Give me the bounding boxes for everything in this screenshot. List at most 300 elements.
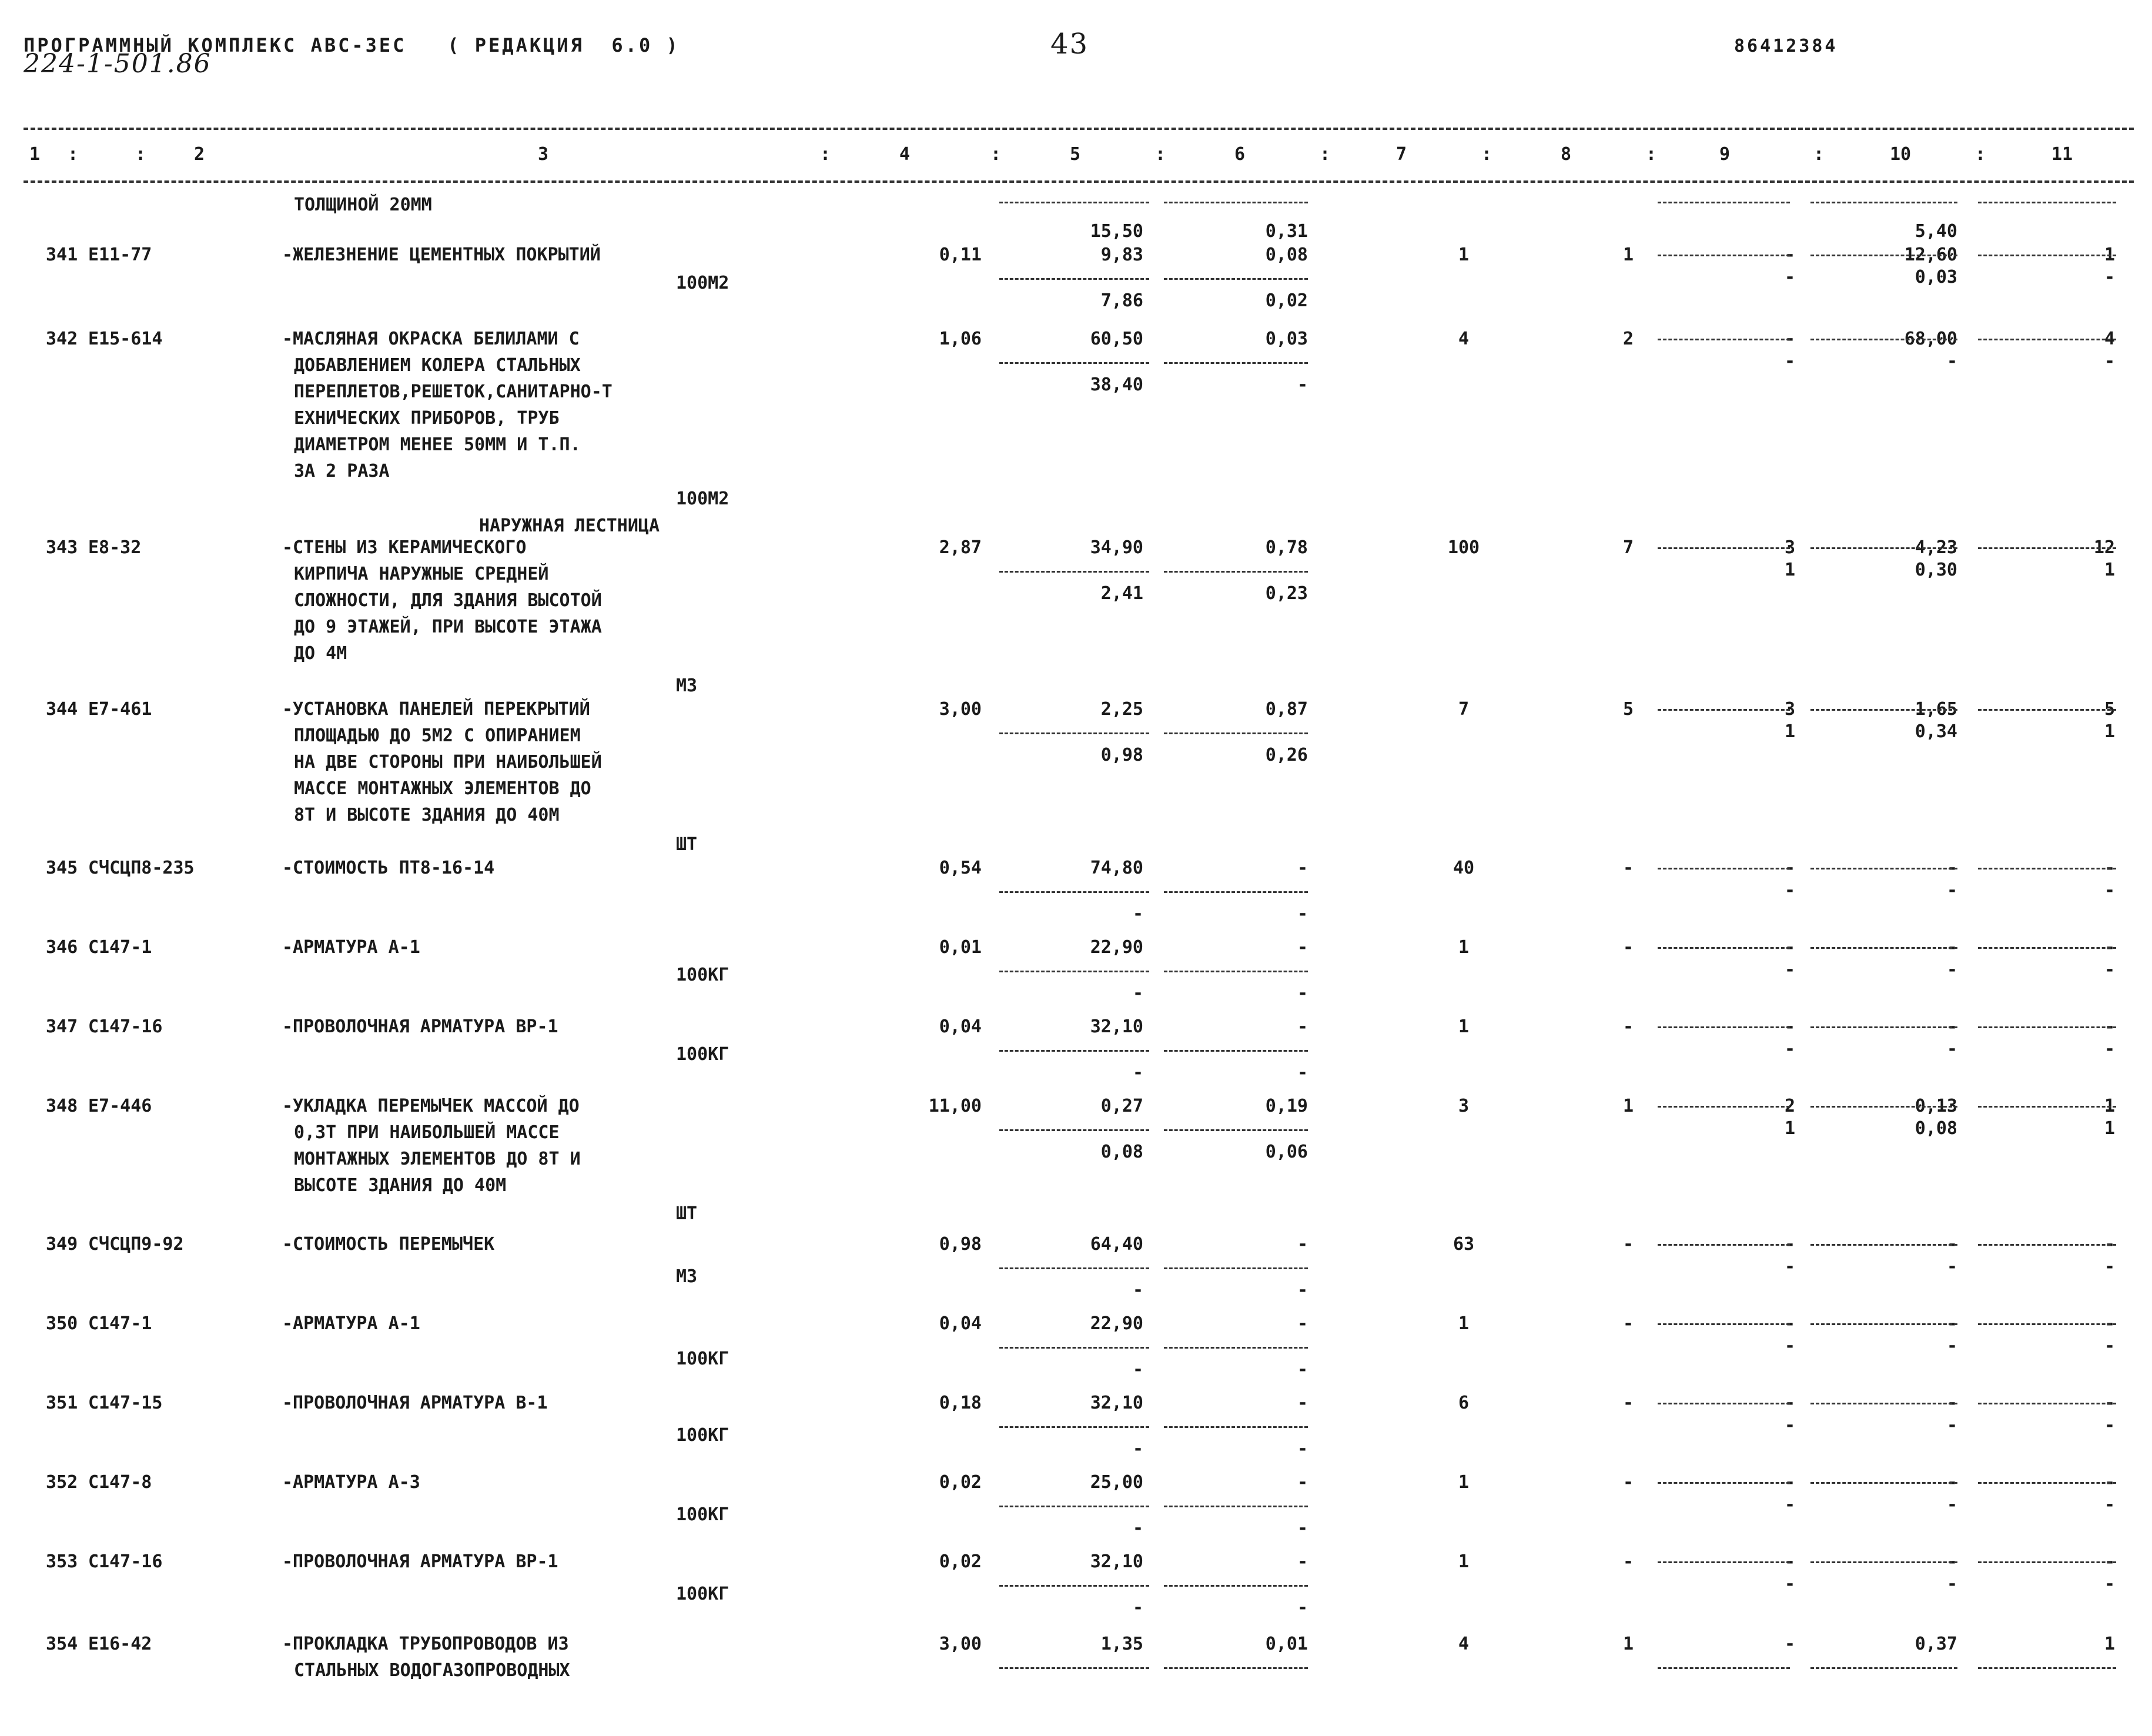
col-9: - (1784, 329, 1796, 349)
work-description: ДИАМЕТРОМ МЕНЕЕ 50ММ И Т.П. (294, 434, 581, 455)
col-4: 0,54 (939, 858, 982, 878)
col-6: 0,03 (1265, 329, 1308, 349)
column-separator: : (1155, 144, 1166, 165)
work-description: -ПРОКЛАДКА ТРУБОПРОВОДОВ ИЗ (282, 1634, 569, 1654)
work-description: -АРМАТУРА А-1 (282, 937, 420, 958)
col-10: - (1946, 1234, 1957, 1255)
col-10-sub: - (1946, 1039, 1957, 1059)
col-5-sub: - (1132, 1359, 1143, 1380)
col-11: - (2104, 1393, 2115, 1413)
fragment-c5: 15,50 (1090, 221, 1143, 242)
col-7: 1 (1458, 1313, 1470, 1334)
col-5: 9,83 (1100, 245, 1143, 265)
col-6: - (1297, 1393, 1308, 1413)
col-11-sub: - (2104, 1574, 2115, 1594)
col-9: - (1784, 1016, 1796, 1037)
col-10-sub: 0,30 (1915, 560, 1957, 580)
col-9-sub: - (1784, 1415, 1796, 1436)
col-5-sub: 2,41 (1100, 583, 1143, 604)
document-code: 224-1-501.86 (24, 49, 212, 79)
column-separator: : (820, 144, 831, 165)
cell-rule (1978, 339, 2116, 340)
col-8: - (1622, 937, 1634, 958)
col-5-sub: - (1132, 1280, 1143, 1300)
cell-rule (1164, 971, 1308, 972)
col-5: 60,50 (1090, 329, 1143, 349)
unit-label: ШТ (676, 834, 698, 855)
cell-rule (1978, 1106, 2116, 1108)
work-description: СЛОЖНОСТИ, ДЛЯ ЗДАНИЯ ВЫСОТОЙ (294, 590, 602, 611)
cell-rule (1978, 1482, 2116, 1484)
cell-rule (1658, 1244, 1790, 1246)
work-description: ДОБАВЛЕНИЕМ КОЛЕРА СТАЛЬНЫХ (294, 355, 581, 376)
cell-rule (1810, 1323, 1957, 1325)
col-6: 0,08 (1265, 245, 1308, 265)
col-5: 22,90 (1090, 937, 1143, 958)
unit-label: 100М2 (676, 273, 729, 293)
cell-rule (999, 278, 1149, 280)
document-id: 86412384 (1734, 36, 1838, 56)
col-10: - (1946, 1551, 1957, 1572)
cell-rule (1810, 1561, 1957, 1563)
cell-rule (1658, 1106, 1790, 1108)
col-9: - (1784, 1313, 1796, 1334)
work-description: НА ДВЕ СТОРОНЫ ПРИ НАИБОЛЬШЕЙ (294, 752, 602, 772)
col-4: 0,04 (939, 1313, 982, 1334)
cell-rule (1658, 709, 1790, 711)
col-11-sub: - (2104, 267, 2115, 287)
column-header-3: 3 (538, 144, 549, 165)
cell-rule (1164, 278, 1308, 280)
col-10: - (1946, 1472, 1957, 1493)
col-9: - (1784, 245, 1796, 265)
column-header-7: 7 (1396, 144, 1407, 165)
rate-code: Е11-77 (88, 245, 152, 265)
column-separator: : (135, 144, 146, 165)
col-9-sub: - (1784, 1336, 1796, 1356)
col-10: - (1946, 858, 1957, 878)
rate-code: С147-16 (88, 1551, 163, 1572)
cell-rule (1164, 732, 1308, 734)
column-header-5: 5 (1070, 144, 1081, 165)
cell-rule (999, 891, 1149, 893)
col-7: 40 (1452, 858, 1475, 878)
fragment-rule (1978, 202, 2116, 203)
col-4: 0,02 (939, 1551, 982, 1572)
col-8: - (1622, 1393, 1634, 1413)
col-5-sub: - (1132, 904, 1143, 924)
col-4: 3,00 (939, 699, 982, 720)
col-9-sub: 1 (1784, 721, 1796, 742)
cell-rule (1978, 1667, 2116, 1669)
cell-rule (1164, 1050, 1308, 1052)
col-9: - (1784, 937, 1796, 958)
col-5: 64,40 (1090, 1234, 1143, 1255)
cell-rule (1658, 255, 1790, 256)
col-9-sub: 1 (1784, 560, 1796, 580)
cell-rule (1164, 1506, 1308, 1507)
col-9-sub: 1 (1784, 1118, 1796, 1139)
col-6-sub: - (1297, 983, 1308, 1004)
col-4: 1,06 (939, 329, 982, 349)
col-8: - (1622, 1472, 1634, 1493)
col-10-sub: - (1946, 1574, 1957, 1594)
rate-code: Е15-614 (88, 329, 163, 349)
col-11: 12 (2093, 537, 2115, 558)
col-10: - (1946, 937, 1957, 958)
cell-rule (999, 1347, 1149, 1349)
cell-rule (1164, 1426, 1308, 1428)
col-8: 1 (1622, 245, 1634, 265)
col-11-sub: 1 (2104, 560, 2115, 580)
col-9-sub: - (1784, 1574, 1796, 1594)
column-separator: : (1481, 144, 1492, 165)
col-10-sub: - (1946, 880, 1957, 901)
column-header-1: 1 (29, 144, 41, 165)
col-6-sub: 0,06 (1265, 1142, 1308, 1162)
work-description: -АРМАТУРА А-3 (282, 1472, 420, 1493)
col-11: - (2104, 1551, 2115, 1572)
cell-rule (1658, 339, 1790, 340)
work-description: МАССЕ МОНТАЖНЫХ ЭЛЕМЕНТОВ ДО (294, 778, 591, 799)
row-number: 351 (46, 1393, 78, 1413)
cell-rule (999, 1585, 1149, 1587)
col-6-sub: 0,23 (1265, 583, 1308, 604)
rate-code: Е8-32 (88, 537, 142, 558)
col-5-sub: 7,86 (1100, 290, 1143, 311)
col-7: 1 (1458, 1016, 1470, 1037)
col-6-sub: - (1297, 1280, 1308, 1300)
cell-rule (1164, 1267, 1308, 1269)
rate-code: СЧСЦП8-235 (88, 858, 195, 878)
work-description: ВЫСОТЕ ЗДАНИЯ ДО 40М (294, 1175, 507, 1196)
column-separator: : (1975, 144, 1986, 165)
work-description: ЗА 2 РАЗА (294, 461, 390, 481)
col-9-sub: - (1784, 351, 1796, 372)
row-number: 354 (46, 1634, 78, 1654)
col-5: 22,90 (1090, 1313, 1143, 1334)
col-10: - (1946, 1016, 1957, 1037)
work-description: -СТЕНЫ ИЗ КЕРАМИЧЕСКОГО (282, 537, 527, 558)
col-10: 12,60 (1904, 245, 1957, 265)
fragment-c10: 5,40 (1915, 221, 1957, 242)
program-title: ПРОГРАММНЫЙ КОМПЛЕКС АВС-ЗЕС ( РЕДАКЦИЯ 6.0 ) (24, 34, 680, 56)
cell-rule (999, 1506, 1149, 1507)
work-description: ЕХНИЧЕСКИХ ПРИБОРОВ, ТРУБ (294, 408, 560, 429)
col-5-sub: - (1132, 1518, 1143, 1538)
col-11-sub: 1 (2104, 721, 2115, 742)
column-header-8: 8 (1561, 144, 1572, 165)
cell-rule (1978, 1561, 2116, 1563)
cell-rule (1658, 547, 1790, 549)
row-number: 346 (46, 937, 78, 958)
work-description: -СТОИМОСТЬ ПТ8-16-14 (282, 858, 495, 878)
cell-rule (1658, 1561, 1790, 1563)
rate-code: С147-1 (88, 937, 152, 958)
col-6: - (1297, 1016, 1308, 1037)
col-7: 1 (1458, 937, 1470, 958)
col-4: 0,98 (939, 1234, 982, 1255)
col-10-sub: 0,03 (1915, 267, 1957, 287)
cell-rule (1164, 891, 1308, 893)
work-description: СТАЛЬНЫХ ВОДОГАЗОПРОВОДНЫХ (294, 1660, 570, 1681)
col-9: 2 (1784, 1096, 1796, 1116)
work-description: -УСТАНОВКА ПАНЕЛЕЙ ПЕРЕКРЫТИЙ (282, 699, 590, 720)
col-6: 0,87 (1265, 699, 1308, 720)
cell-rule (1810, 339, 1957, 340)
col-7: 1 (1458, 1551, 1470, 1572)
cell-rule (1810, 868, 1957, 869)
col-6-sub: - (1297, 1062, 1308, 1083)
cell-rule (999, 1267, 1149, 1269)
work-description: КИРПИЧА НАРУЖНЫЕ СРЕДНЕЙ (294, 564, 549, 584)
col-5: 32,10 (1090, 1393, 1143, 1413)
col-9-sub: - (1784, 959, 1796, 980)
cell-rule (1810, 1403, 1957, 1404)
section-heading: НАРУЖНАЯ ЛЕСТНИЦА (479, 516, 660, 536)
col-5: 34,90 (1090, 537, 1143, 558)
row-number: 353 (46, 1551, 78, 1572)
col-7: 1 (1458, 245, 1470, 265)
column-separator: : (1646, 144, 1657, 165)
cell-rule (1164, 1129, 1308, 1131)
column-separator: : (68, 144, 79, 165)
col-8: - (1622, 858, 1634, 878)
column-separator: : (990, 144, 1002, 165)
col-9-sub: - (1784, 1256, 1796, 1277)
col-4: 0,04 (939, 1016, 982, 1037)
row-number: 352 (46, 1472, 78, 1493)
col-10-sub: 0,34 (1915, 721, 1957, 742)
row-number: 344 (46, 699, 78, 720)
row-number: 348 (46, 1096, 78, 1116)
col-5: 2,25 (1100, 699, 1143, 720)
col-10: 4,23 (1915, 537, 1957, 558)
col-7: 7 (1458, 699, 1470, 720)
column-header-6: 6 (1234, 144, 1246, 165)
col-9-sub: - (1784, 1039, 1796, 1059)
rate-code: Е7-446 (88, 1096, 152, 1116)
col-10-sub: - (1946, 351, 1957, 372)
col-5: 25,00 (1090, 1472, 1143, 1493)
cell-rule (999, 1129, 1149, 1131)
col-6: 0,19 (1265, 1096, 1308, 1116)
col-4: 11,00 (928, 1096, 982, 1116)
rate-code: Е16-42 (88, 1634, 152, 1654)
page-number: 43 (1050, 28, 1089, 61)
unit-label: 100КГ (676, 1044, 729, 1065)
col-8: - (1622, 1234, 1634, 1255)
cell-rule (999, 971, 1149, 972)
col-5: 32,10 (1090, 1016, 1143, 1037)
col-11-sub: - (2104, 1256, 2115, 1277)
col-6-sub: - (1297, 1518, 1308, 1538)
col-8: - (1622, 1313, 1634, 1334)
col-6-sub: - (1297, 374, 1308, 395)
col-11-sub: - (2104, 1336, 2115, 1356)
col-11-sub: - (2104, 880, 2115, 901)
col-6: 0,78 (1265, 537, 1308, 558)
col-10-sub: - (1946, 959, 1957, 980)
cell-rule (999, 1667, 1149, 1669)
fragment-c6: 0,31 (1265, 221, 1308, 242)
col-10: 68,00 (1904, 329, 1957, 349)
header-top-rule (24, 128, 2134, 130)
work-description: 0,3Т ПРИ НАИБОЛЬШЕЙ МАССЕ (294, 1122, 560, 1143)
col-11: - (2104, 937, 2115, 958)
cell-rule (999, 362, 1149, 364)
col-6: - (1297, 1234, 1308, 1255)
col-5-sub: - (1132, 1439, 1143, 1459)
col-4: 0,02 (939, 1472, 982, 1493)
row-number: 350 (46, 1313, 78, 1334)
col-11: - (2104, 1016, 2115, 1037)
col-5: 1,35 (1100, 1634, 1143, 1654)
col-8: 2 (1622, 329, 1634, 349)
col-8: 1 (1622, 1634, 1634, 1654)
col-9-sub: - (1784, 880, 1796, 901)
fragment-rule (1164, 202, 1308, 203)
column-header-2: 2 (194, 144, 205, 165)
fragment-desc: ТОЛЩИНОЙ 20ММ (294, 195, 432, 215)
cell-rule (1978, 1403, 2116, 1404)
cell-rule (1164, 1585, 1308, 1587)
col-11-sub: - (2104, 1494, 2115, 1515)
cell-rule (1978, 547, 2116, 549)
row-number: 349 (46, 1234, 78, 1255)
cell-rule (1978, 255, 2116, 256)
rate-code: С147-16 (88, 1016, 163, 1037)
col-6-sub: - (1297, 1439, 1308, 1459)
col-6: 0,01 (1265, 1634, 1308, 1654)
col-9-sub: - (1784, 267, 1796, 287)
cell-rule (999, 571, 1149, 573)
cell-rule (1164, 1347, 1308, 1349)
row-number: 347 (46, 1016, 78, 1037)
cell-rule (1978, 947, 2116, 949)
column-header-11: 11 (2051, 144, 2073, 165)
unit-label: М3 (676, 1266, 698, 1287)
col-6-sub: - (1297, 1597, 1308, 1618)
unit-label: 100КГ (676, 1584, 729, 1604)
col-11: 1 (2104, 245, 2115, 265)
row-number: 341 (46, 245, 78, 265)
unit-label: 100КГ (676, 965, 729, 985)
col-6: - (1297, 1313, 1308, 1334)
header-bottom-rule (24, 180, 2134, 183)
work-description: -АРМАТУРА А-1 (282, 1313, 420, 1334)
cell-rule (1658, 947, 1790, 949)
col-10-sub: - (1946, 1494, 1957, 1515)
col-11: 4 (2104, 329, 2115, 349)
col-8: 5 (1622, 699, 1634, 720)
col-10-sub: - (1946, 1415, 1957, 1436)
row-number: 343 (46, 537, 78, 558)
col-9: - (1784, 1634, 1796, 1654)
column-header-4: 4 (899, 144, 911, 165)
cell-rule (1978, 1026, 2116, 1028)
col-11-sub: - (2104, 1039, 2115, 1059)
unit-label: 100КГ (676, 1425, 729, 1446)
work-description: 8Т И ВЫСОТЕ ЗДАНИЯ ДО 40М (294, 805, 560, 825)
col-4: 2,87 (939, 537, 982, 558)
col-11: - (2104, 1234, 2115, 1255)
row-number: 345 (46, 858, 78, 878)
work-description: ПЛОЩАДЬЮ ДО 5М2 С ОПИРАНИЕМ (294, 725, 581, 746)
col-5-sub: - (1132, 983, 1143, 1004)
cell-rule (1810, 1482, 1957, 1484)
col-11-sub: 1 (2104, 1118, 2115, 1139)
rate-code: С147-8 (88, 1472, 152, 1493)
col-10: 1,65 (1915, 699, 1957, 720)
cell-rule (1164, 1667, 1308, 1669)
col-11: 1 (2104, 1634, 2115, 1654)
cell-rule (999, 1050, 1149, 1052)
cell-rule (1658, 1026, 1790, 1028)
col-9: - (1784, 1234, 1796, 1255)
cell-rule (1810, 709, 1957, 711)
work-description: -МАСЛЯНАЯ ОКРАСКА БЕЛИЛАМИ С (282, 329, 580, 349)
col-5: 32,10 (1090, 1551, 1143, 1572)
fragment-rule (1810, 202, 1957, 203)
col-8: 1 (1622, 1096, 1634, 1116)
work-description: -ПРОВОЛОЧНАЯ АРМАТУРА В-1 (282, 1393, 548, 1413)
col-10: - (1946, 1313, 1957, 1334)
column-header-9: 9 (1719, 144, 1731, 165)
cell-rule (1658, 1667, 1790, 1669)
col-5-sub: - (1132, 1597, 1143, 1618)
col-7: 63 (1452, 1234, 1475, 1255)
cell-rule (1658, 1323, 1790, 1325)
col-9: - (1784, 858, 1796, 878)
col-4: 0,11 (939, 245, 982, 265)
col-11: - (2104, 1472, 2115, 1493)
col-10: 0,13 (1915, 1096, 1957, 1116)
unit-label: 100КГ (676, 1504, 729, 1525)
col-10-sub: - (1946, 1256, 1957, 1277)
cell-rule (999, 1426, 1149, 1428)
cell-rule (1658, 1482, 1790, 1484)
col-11: - (2104, 858, 2115, 878)
col-6-sub: 0,26 (1265, 745, 1308, 765)
col-5-sub: 0,08 (1100, 1142, 1143, 1162)
col-11-sub: - (2104, 959, 2115, 980)
work-description: -СТОИМОСТЬ ПЕРЕМЫЧЕК (282, 1234, 495, 1255)
cell-rule (1810, 947, 1957, 949)
unit-label: М3 (676, 675, 698, 696)
col-4: 3,00 (939, 1634, 982, 1654)
work-description: ПЕРЕПЛЕТОВ,РЕШЕТОК,САНИТАРНО-Т (294, 382, 613, 402)
col-9: 3 (1784, 699, 1796, 720)
unit-label: 100М2 (676, 489, 729, 509)
col-7: 1 (1458, 1472, 1470, 1493)
cell-rule (1810, 1244, 1957, 1246)
col-9-sub: - (1784, 1494, 1796, 1515)
col-6: - (1297, 1551, 1308, 1572)
col-8: - (1622, 1016, 1634, 1037)
work-description: -УКЛАДКА ПЕРЕМЫЧЕК МАССОЙ ДО (282, 1096, 580, 1116)
column-header-10: 10 (1890, 144, 1912, 165)
col-9: - (1784, 1551, 1796, 1572)
col-5: 74,80 (1090, 858, 1143, 878)
rate-code: СЧСЦП9-92 (88, 1234, 184, 1255)
col-6: - (1297, 937, 1308, 958)
work-description: -ПРОВОЛОЧНАЯ АРМАТУРА ВР-1 (282, 1016, 558, 1037)
work-description: ДО 9 ЭТАЖЕЙ, ПРИ ВЫСОТЕ ЭТАЖА (294, 617, 602, 637)
col-7: 100 (1447, 537, 1480, 558)
cell-rule (1658, 868, 1790, 869)
cell-rule (999, 732, 1149, 734)
